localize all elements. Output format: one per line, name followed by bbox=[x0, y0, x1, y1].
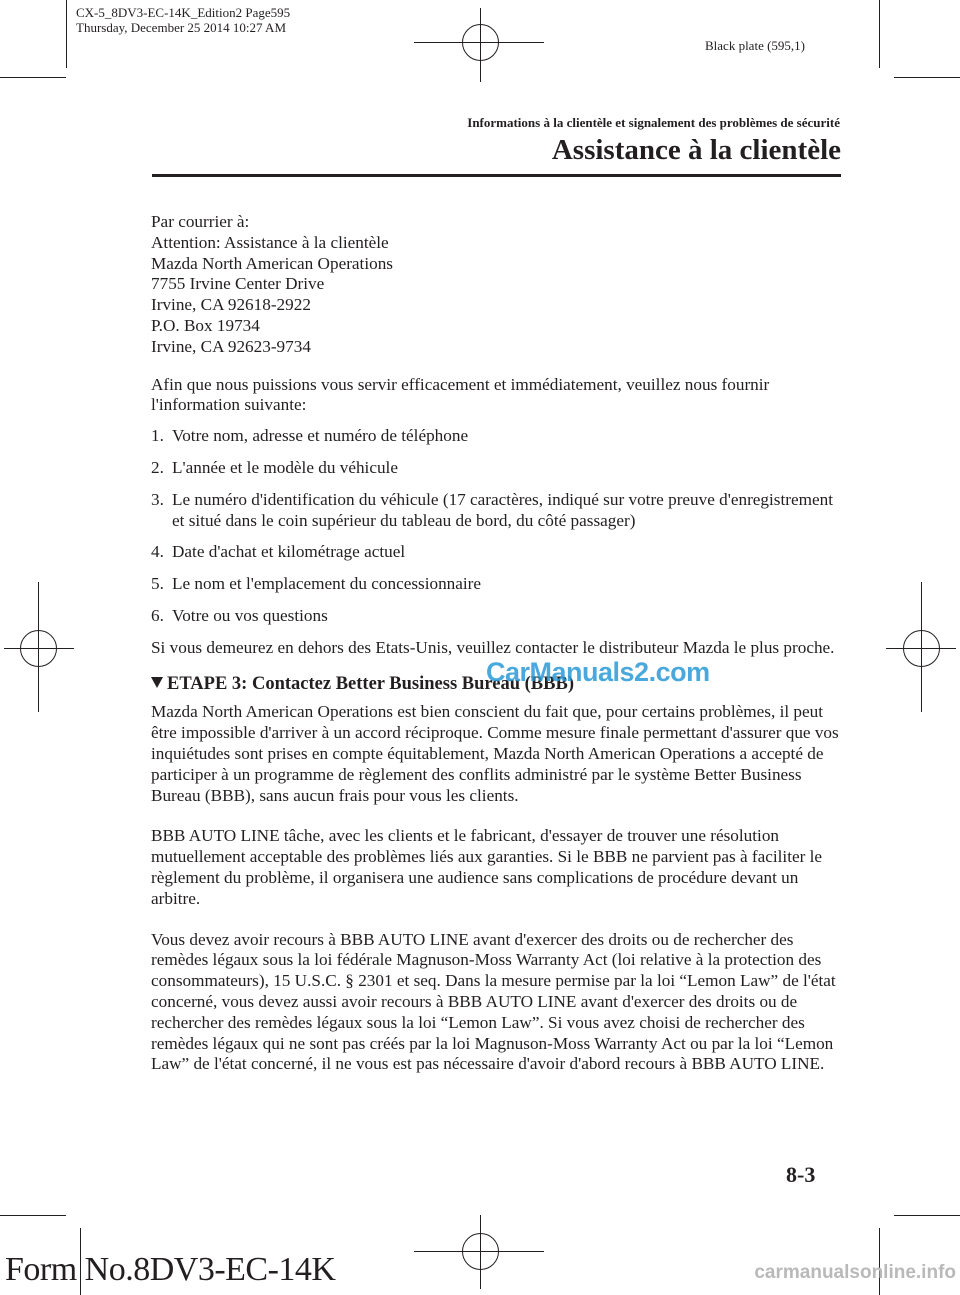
watermark-carmanuals: CarManuals2.com bbox=[486, 657, 710, 687]
page-number: 8-3 bbox=[786, 1162, 816, 1187]
plate-job-line-1: CX-5_8DV3-EC-14K_Edition2 Page595 bbox=[76, 5, 291, 20]
list-item bbox=[151, 458, 846, 479]
form-number: Form No.8DV3-EC-14K bbox=[5, 1251, 336, 1288]
registration-circle-right bbox=[903, 630, 940, 667]
list-item-text: Date d'achat et kilométrage actuel bbox=[172, 542, 406, 562]
step3-paragraph-3: Vous devez avoir recours à BBB AUTO LINE avant d'exercer des droits ou de rechercher des remèdes légaux sous la loi fédérale Magnuson-Moss Warranty Act (loi relative à la protection des consommateurs), 15 U.S.C. § 2301 et seq. Dans la mesure permise par la loi “Lemon Law” de l'état concerné, vous devez aussi avoir recours à BBB AUTO LINE avant d'exercer des droits ou de rechercher des remèdes légaux sous la loi “Lemon Law”. Si vous avez choisi de rechercher des remèdes légaux qui ne sont pas créés par la loi Magnuson-Moss Warranty Act ou par la loi “Lemon Law” de l'état concerné, il ne vous est pas nécessaire d'avoir d'abord recours à BBB AUTO LINE. bbox=[151, 929, 836, 1074]
address-line: 7755 Irvine Center Drive bbox=[151, 274, 325, 294]
outside-us-paragraph: Si vous demeurez en dehors des Etats-Unis, veuillez contacter le distributeur Mazda le plus proche. bbox=[151, 637, 835, 657]
list-item-text: Votre ou vos questions bbox=[172, 605, 328, 625]
list-item-text: L'année et le modèle du véhicule bbox=[172, 457, 398, 477]
triangle-down-icon bbox=[151, 677, 163, 688]
list-item-text: Le nom et l'emplacement du concessionnaire bbox=[172, 574, 482, 594]
step3-heading-text: ETAPE 3: Contactez Better Business Bureau (BBB) bbox=[167, 673, 574, 694]
address-line: Mazda North American Operations bbox=[151, 253, 393, 273]
address-line: P.O. Box 19734 bbox=[151, 315, 260, 335]
registration-circle-top bbox=[462, 24, 499, 61]
list-item-text: Le numéro d'identification du véhicule (17 caractères, indiqué sur votre preuve d'enregistrement et situé dans le coin supérieur du tableau de bord, du côté passager) bbox=[172, 489, 833, 530]
page-content bbox=[151, 212, 846, 1075]
running-head: Informations à la clientèle et signalement des problèmes de sécurité bbox=[467, 115, 840, 130]
registration-circle-bottom bbox=[462, 1233, 499, 1270]
list-item bbox=[151, 426, 846, 447]
address-line: Par courrier à: bbox=[151, 212, 250, 231]
step3-paragraph-1: Mazda North American Operations est bien conscient du fait que, pour certains problèmes, il peut être impossible d'arriver à un accord réciproque. Comme mesure finale permettant d'assurer que vos inquiétudes sont prises en compte équitablement, Mazda North American Operations a accepté de participer à un programme de règlement des conflits administré par le système Better Business Bureau (BBB), sans aucun frais pour vous les clients. bbox=[151, 702, 839, 805]
plate-job-line-2: Thursday, December 25 2014 10:27 AM bbox=[76, 20, 287, 35]
watermark-online: carmanualsonline.info bbox=[754, 1262, 956, 1283]
list-item-number: 3. bbox=[151, 489, 164, 509]
information-list bbox=[151, 426, 846, 627]
list-item bbox=[151, 606, 846, 627]
list-item-number: 6. bbox=[151, 605, 164, 625]
address-line: Irvine, CA 92618-2922 bbox=[151, 295, 311, 315]
list-item-number: 2. bbox=[151, 457, 164, 477]
mailing-address bbox=[151, 212, 846, 358]
registration-circle-left bbox=[20, 630, 57, 667]
list-item-number: 4. bbox=[151, 542, 164, 562]
list-item bbox=[151, 490, 846, 532]
list-item bbox=[151, 574, 846, 595]
plate-job-info bbox=[76, 5, 290, 35]
header-rule bbox=[152, 174, 841, 177]
address-line: Irvine, CA 92623-9734 bbox=[151, 336, 311, 356]
list-item-number: 5. bbox=[151, 574, 164, 594]
list-item bbox=[151, 542, 846, 563]
step3-paragraph-2: BBB AUTO LINE tâche, avec les clients et le fabricant, d'essayer de trouver une résolution mutuellement acceptable des problèmes liés aux garanties. Si le BBB ne parvient pas à faciliter le règlement du problème, il organisera une audience sans complications de procédure devant un arbitre. bbox=[151, 826, 823, 908]
list-item-text: Votre nom, adresse et numéro de téléphone bbox=[172, 426, 469, 446]
section-title: Assistance à la clientèle bbox=[551, 134, 841, 166]
list-item-number: 1. bbox=[151, 426, 164, 446]
plate-label: Black plate (595,1) bbox=[705, 38, 805, 53]
address-line: Attention: Assistance à la clientèle bbox=[151, 232, 389, 252]
intro-paragraph: Afin que nous puissions vous servir efficacement et immédiatement, veuillez nous fournir l'information suivante: bbox=[151, 374, 770, 415]
